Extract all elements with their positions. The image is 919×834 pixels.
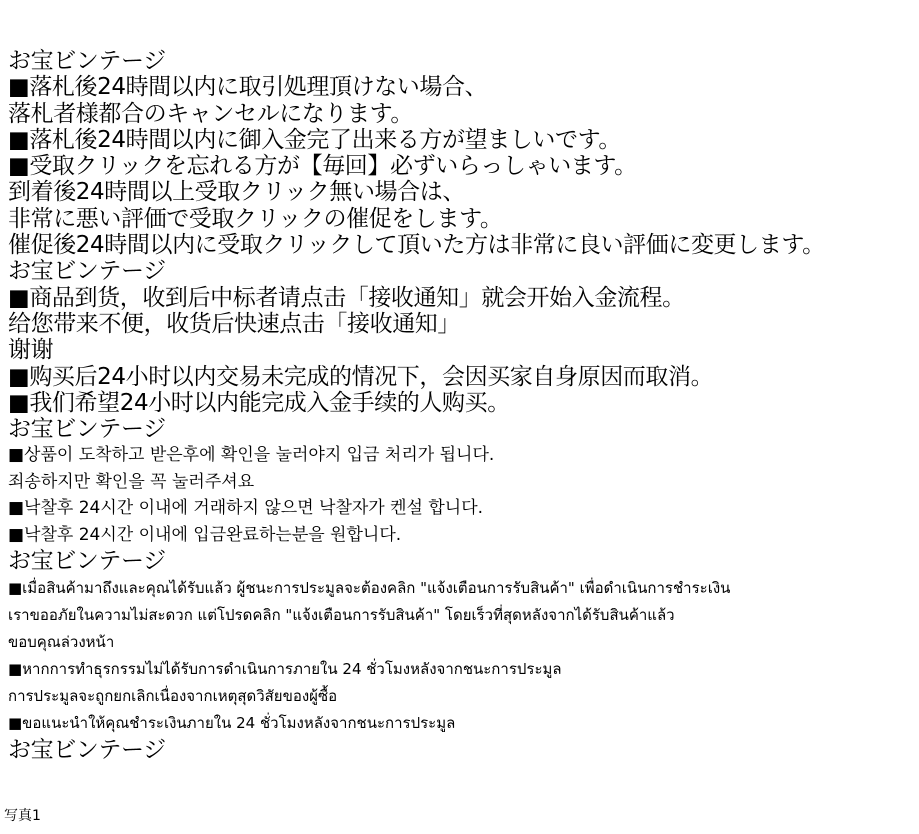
section-heading: お宝ビンテージ <box>8 416 166 443</box>
footer-heading: お宝ビンテージ <box>8 736 166 763</box>
notice-line: การประมูลจะถูกยกเลิกเนื่องจากเหตุสุดวิสัยของผู้ซื้อ <box>8 686 338 705</box>
chinese-section <box>8 258 919 416</box>
notice-line: ■เมื่อสินค้ามาถึงและคุณได้รับแล้ว ผู้ชนะการประมูลจะต้องคลิก "แจ้งเตือนการรับสินค้า" เพื่อดำเนินการชำระเงิน <box>8 578 731 597</box>
notice-line: 催促後24時間以内に受取クリックして頂いた方は非常に良い評価に変更します。 <box>8 232 825 259</box>
notice-line: ■낙찰후 24시간 이내에 입금완료하는분을 원합니다. <box>8 524 402 545</box>
auction-notice <box>8 48 919 763</box>
notice-line: ■我们希望24小时以内能完成入金手续的人购买。 <box>8 389 510 416</box>
japanese-section <box>8 48 919 258</box>
notice-line: เราขออภัยในความไม่สะดวก แต่โปรดคลิก "แจ้งเตือนการรับสินค้า" โดยเร็วที่สุดหลังจากได้รับสินค้าแล้ว <box>8 605 675 624</box>
thai-section <box>8 548 919 736</box>
notice-line: ■낙찰후 24시간 이내에 거래하지 않으면 낙찰자가 켄설 합니다. <box>8 498 484 519</box>
notice-line: 죄송하지만 확인을 꼭 눌러주셔요 <box>8 471 255 492</box>
notice-line: ■商品到货，收到后中标者请点击「接收通知」就会开始入金流程。 <box>8 284 685 311</box>
section-heading: お宝ビンテージ <box>8 548 166 575</box>
notice-line: 非常に悪い評価で受取クリックの催促をします。 <box>8 205 503 232</box>
section-heading: お宝ビンテージ <box>8 258 166 285</box>
notice-line: ■受取クリックを忘れる方が【毎回】必ずいらっしゃいます。 <box>8 153 637 180</box>
notice-line: 落札者様都合のキャンセルになります。 <box>8 100 413 127</box>
notice-line: 谢谢 <box>8 337 54 364</box>
notice-line: ■ขอแนะนำให้คุณชำระเงินภายใน 24 ชั่วโมงหลังจากชนะการประมูล <box>8 713 456 732</box>
notice-line: 给您带来不便，收货后快速点击「接收通知」 <box>8 310 461 337</box>
notice-line: ■落札後24時間以内に御入金完了出来る方が望ましいです。 <box>8 126 621 153</box>
korean-section <box>8 416 919 548</box>
notice-line: 到着後24時間以上受取クリック無い場合は、 <box>8 179 465 206</box>
notice-line: ■หากการทำธุรกรรมไม่ได้รับการดำเนินการภายใน 24 ชั่วโมงหลังจากชนะการประมูล <box>8 659 562 678</box>
notice-line: ■상품이 도착하고 받은후에 확인을 눌러야지 입금 처리가 됩니다. <box>8 445 495 466</box>
notice-line: ■落札後24時間以内に取引処理頂けない場合、 <box>8 74 488 101</box>
photo-caption: 写真1 <box>4 808 41 824</box>
section-heading: お宝ビンテージ <box>8 48 166 74</box>
notice-line: ■购买后24小时以内交易未完成的情况下，会因买家自身原因而取消。 <box>8 363 714 390</box>
notice-line: ขอบคุณล่วงหน้า <box>8 632 115 651</box>
